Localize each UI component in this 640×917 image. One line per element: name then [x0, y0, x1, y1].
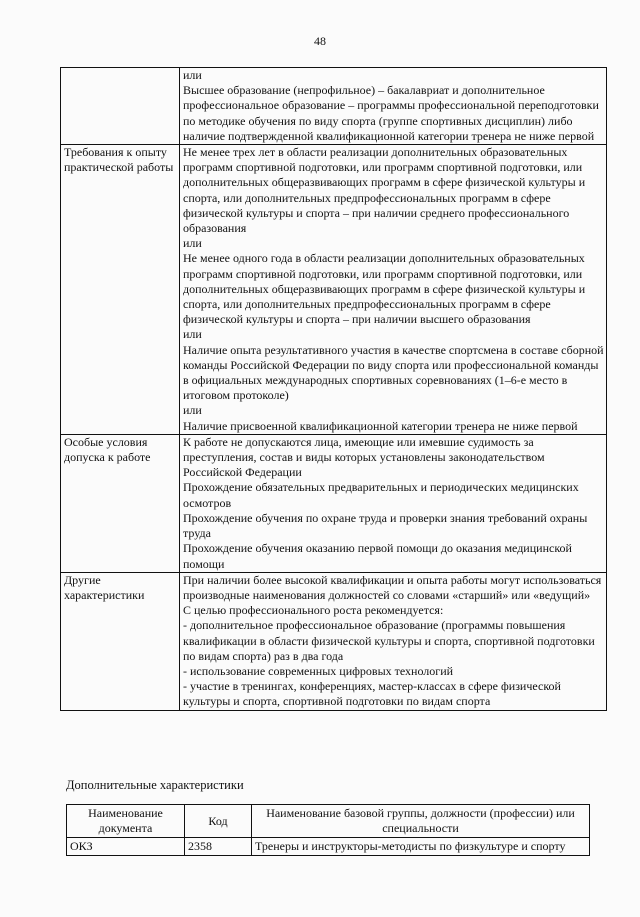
additional-characteristics-title: Дополнительные характеристики — [66, 778, 244, 792]
cell-group: Тренеры и инструкторы-методисты по физкультуре и спорту — [252, 838, 590, 856]
requirement-paragraph: С целью профессионального роста рекомендуется: — [183, 603, 444, 618]
cell-code: 2358 — [185, 838, 252, 856]
requirement-paragraph: - участие в тренингах, конференциях, мастер-классах в сфере физической культуры и спорта, спортивной подготовки по видам спорта — [183, 679, 561, 709]
requirement-label: Другие характеристики — [61, 572, 180, 710]
requirement-paragraph: Прохождение обучения оказанию первой помощи до оказания медицинской помощи — [183, 541, 572, 571]
header-code: Код — [185, 805, 252, 838]
requirement-paragraph: или — [183, 68, 202, 82]
requirement-content — [180, 145, 607, 435]
requirement-paragraph: Прохождение обязательных предварительных и периодических медицинских осмотров — [183, 480, 579, 510]
requirement-paragraph: или — [183, 327, 202, 342]
requirement-label: Требования к опыту практической работы — [61, 145, 180, 435]
requirement-label: Особые условия допуска к работе — [61, 434, 180, 572]
requirement-content — [180, 434, 607, 572]
requirement-paragraph: или — [183, 403, 202, 418]
requirement-row — [61, 434, 607, 572]
requirement-paragraph: Наличие присвоенной квалификационной категории тренера не ниже первой — [183, 418, 578, 433]
requirement-paragraph: - дополнительное профессиональное образование (программы повышения квалификации в области физической культуры и спорта, спортивной подготовки по видам спорта) раз в два года — [183, 618, 595, 663]
additional-header-row — [67, 805, 590, 838]
requirement-content — [180, 68, 607, 145]
requirement-paragraph: или — [183, 236, 202, 251]
requirement-label — [61, 68, 180, 145]
requirement-row — [61, 68, 607, 145]
requirement-paragraph: Не менее одного года в области реализации дополнительных образовательных программ спортивной подготовки, или программ спортивной подготовки, или дополнительных общеразвивающих программ в сфере физической культуры и спорта, или дополнительных предпрофессиональных программ в сфере физической культуры и спорта – при наличии высшего образования — [183, 251, 586, 327]
requirement-paragraph: Высшее образование (непрофильное) – бакалавриат и дополнительное профессиональное образование – программы профессиональной переподготовки по методике обучения по виду спорта (группе спортивных дисциплин) либо наличие подтвержденной квалификационной категории тренера не ниже первой — [183, 83, 599, 143]
header-group-name: Наименование базовой группы, должности (профессии) или специальности — [252, 805, 590, 838]
requirement-paragraph: При наличии более высокой квалификации и опыта работы могут использоваться производные наименования должностей со словами «старший» или «ведущий» — [183, 572, 602, 602]
requirement-paragraph: К работе не допускаются лица, имеющие или имевшие судимость за преступления, состав и виды которых установлены законодательством Российской Федерации — [183, 434, 545, 480]
requirement-paragraph: Не менее трех лет в области реализации дополнительных образовательных программ спортивной подготовки, или программ спортивной подготовки, или дополнительных общеразвивающих программ в сфере физической культуры и спорта, или дополнительных предпрофессиональных программ в сфере физической культуры и спорта – при наличии среднего профессионального образования — [183, 145, 586, 236]
requirement-row — [61, 572, 607, 710]
header-document-name: Наименование документа — [67, 805, 185, 838]
requirement-paragraph: Наличие опыта результативного участия в качестве спортсмена в составе сборной команды Российской Федерации по виду спорта или профессиональной команды в официальных международных спортивных соревнованиях (1–6-е место в итоговом протоколе) — [183, 342, 604, 403]
requirement-paragraph: Прохождение обучения по охране труда и проверки знания требований охраны труда — [183, 510, 588, 541]
requirement-row — [61, 145, 607, 435]
cell-document: ОКЗ — [67, 838, 185, 856]
page-number: 48 — [314, 34, 326, 48]
requirement-content — [180, 572, 607, 710]
additional-row — [67, 838, 590, 856]
requirement-paragraph: - использование современных цифровых технологий — [183, 663, 454, 678]
requirements-table — [60, 67, 607, 711]
additional-characteristics-table — [66, 804, 590, 856]
